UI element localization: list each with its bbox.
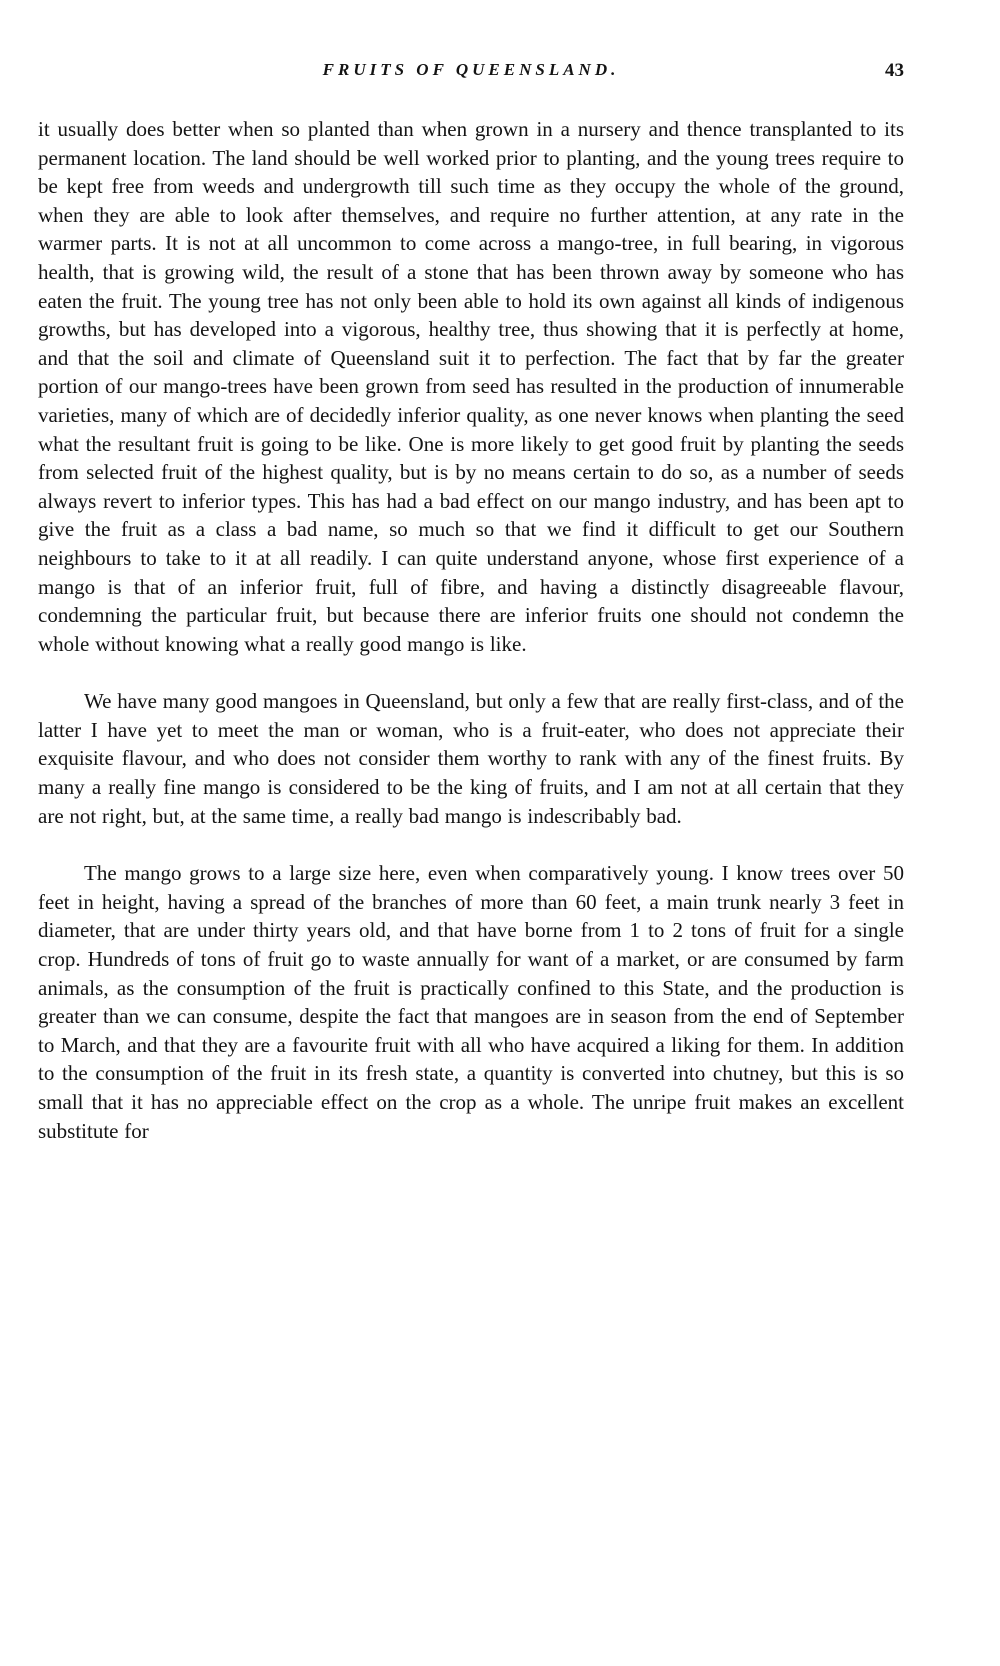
paragraph-first-class-mangoes: We have many good mangoes in Queensland, but only a few that are really first-class, and of the latter I have yet to meet the man or woman, who is a fruit-eater, who does not appreciate their exquisite flavour, and who does not consider them worthy to rank with any of the finest fruits. By many a really fine mango is considered to be the king of fruits, and I am not at all certain that they are not right, but, at the same time, a really bad mango is indescribably bad. xyxy=(38,689,904,828)
page-number: 43 xyxy=(885,60,904,81)
page-header xyxy=(38,50,904,90)
page-body xyxy=(38,115,904,1145)
paragraph-mango-size: The mango grows to a large size here, even when comparatively young. I know trees over 50 feet in height, having a spread of the branches of more than 60 feet, a main trunk nearly 3 feet in diameter, that are under thirty years old, and that have borne from 1 to 2 tons of fruit for a single crop. Hundreds of tons of fruit go to waste annually for want of a market, or are consumed by farm animals, as the consumption of the fruit is practically confined to this State, and the production is greater than we can consume, despite the fact that mangoes are in season from the end of September to March, and that they are a favourite fruit with all who have acquired a liking for them. In addition to the consumption of the fruit in its fresh state, a quantity is converted into chutney, but this is so small that it has no appreciable effect on the crop as a whole. The unripe fruit makes an excellent substitute for xyxy=(38,861,904,1143)
paragraph-continuation: it usually does better when so planted than when grown in a nursery and thence transplanted to its permanent location. The land should be well worked prior to planting, and the young trees require to be kept free from weeds and undergrowth till such time as they occupy the whole of the ground, when they are able to look after themselves, and require no further attention, at any rate in the warmer parts. It is not at all uncommon to come across a mango-tree, in full bearing, in vigorous health, that is growing wild, the result of a stone that has been thrown away by someone who has eaten the fruit. The young tree has not only been able to hold its own against all kinds of indigenous growths, but has developed into a vigorous, healthy tree, thus showing that it is perfectly at home, and that the soil and climate of Queensland suit it to perfection. The fact that by far the greater portion of our mango-trees have been grown from seed has resulted in the production of innumerable varieties, many of which are of decidedly inferior quality, as one never knows when planting the seed what the resultant fruit is going to be like. One is more likely to get good fruit by planting the seeds from selected fruit of the highest quality, but is by no means certain to do so, as a number of seeds always revert to inferior types. This has had a bad effect on our mango industry, and has been apt to give the fruit as a class a bad name, so much so that we find it difficult to get our Southern neighbours to take to it at all readily. I can quite understand anyone, whose first experience of a mango is that of an inferior fruit, full of fibre, and having a distinctly disagreeable flavour, condemning the particular fruit, but because there are inferior fruits one should not condemn the whole without knowing what a really good mango is like. xyxy=(38,117,904,656)
book-page xyxy=(38,50,904,1145)
running-title: FRUITS OF QUEENSLAND. xyxy=(322,60,620,79)
